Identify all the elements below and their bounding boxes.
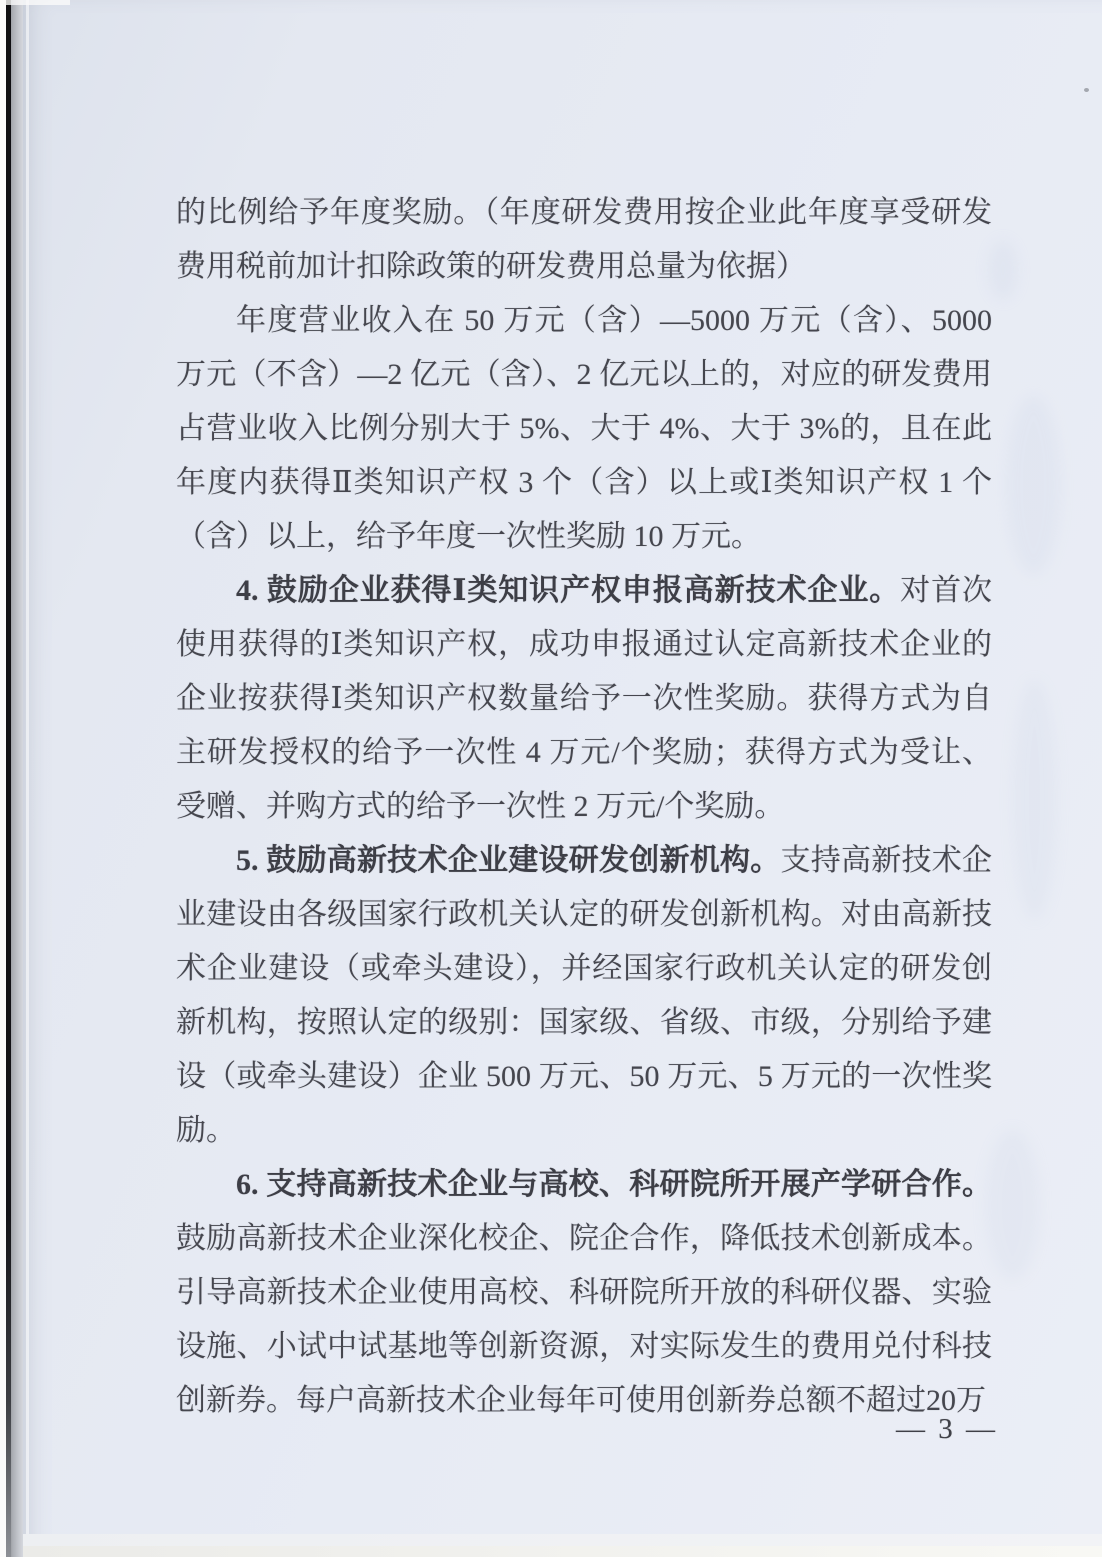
paragraph-revenue-tiers — [176, 294, 992, 564]
paragraph-body: 年度营业收入在 50 万元（含）—5000 万元（含）、5000 万元（不含）—2 亿元（含）、2 亿元以上的，对应的研发费用占营业收入比例分别大于 5%、大于 4%、大于 3%的，且在此年度内获得Ⅱ类知识产权 3 个（含）以上或Ⅰ类知识产权 1 个（含）以上，给予年度一次性奖励 10 万元。 — [176, 304, 992, 553]
scan-bottom-edge — [23, 1546, 1102, 1557]
ink-bleed-smudge — [1006, 395, 1061, 575]
paper-fold-highlight — [26, 0, 29, 1557]
page-edge-shadow — [11, 0, 23, 1557]
paragraph-body: 对首次使用获得的Ⅰ类知识产权，成功申报通过认定高新技术企业的企业按获得Ⅰ类知识产权数量给予一次性奖励。获得方式为自主研发授权的给予一次性 4 万元/个奖励；获得方式为受让、受赠、并购方式的给予一次性 2 万元/个奖励。 — [176, 574, 992, 823]
paragraph-item-5 — [176, 834, 992, 1158]
paragraph-body: 鼓励高新技术企业深化校企、院企合作，降低技术创新成本。引导高新技术企业使用高校、科研院所开放的科研仪器、实验设施、小试中试基地等创新资源，对实际发生的费用兑付科技创新券。每户高新技术企业每年可使用创新券总额不超过20万 — [176, 1222, 992, 1417]
page-number: — 3 — — [896, 1413, 998, 1445]
paragraph-continuation — [176, 186, 992, 294]
ink-bleed-smudge — [988, 240, 1018, 300]
paragraph-lead-bold: 4. 鼓励企业获得Ⅰ类知识产权申报高新技术企业。 — [236, 574, 901, 607]
scan-corner-sliver — [0, 0, 70, 5]
document-body-text — [176, 186, 992, 1428]
ink-bleed-smudge — [1012, 680, 1057, 920]
scan-bottom-strip — [23, 1534, 1102, 1546]
paragraph-body: 支持高新技术企业建设由各级国家行政机关认定的研发创新机构。对由高新技术企业建设（或牵头建设），并经国家行政机关认定的研发创新机构，按照认定的级别：国家级、省级、市级，分别给予建设（或牵头建设）企业 500 万元、50 万元、5 万元的一次性奖励。 — [176, 844, 992, 1147]
ink-bleed-smudge — [985, 1130, 1040, 1280]
paragraph-lead-bold: 5. 鼓励高新技术企业建设研发创新机构。 — [236, 844, 781, 877]
paragraph-item-4 — [176, 564, 992, 834]
paragraph-item-6 — [176, 1158, 992, 1428]
paragraph-lead-bold: 6. 支持高新技术企业与高校、科研院所开展产学研合作。 — [236, 1168, 992, 1201]
scan-speck — [1084, 88, 1089, 92]
paragraph-body: 的比例给予年度奖励。（年度研发费用按企业此年度享受研发费用税前加计扣除政策的研发费用总量为依据） — [176, 196, 992, 283]
